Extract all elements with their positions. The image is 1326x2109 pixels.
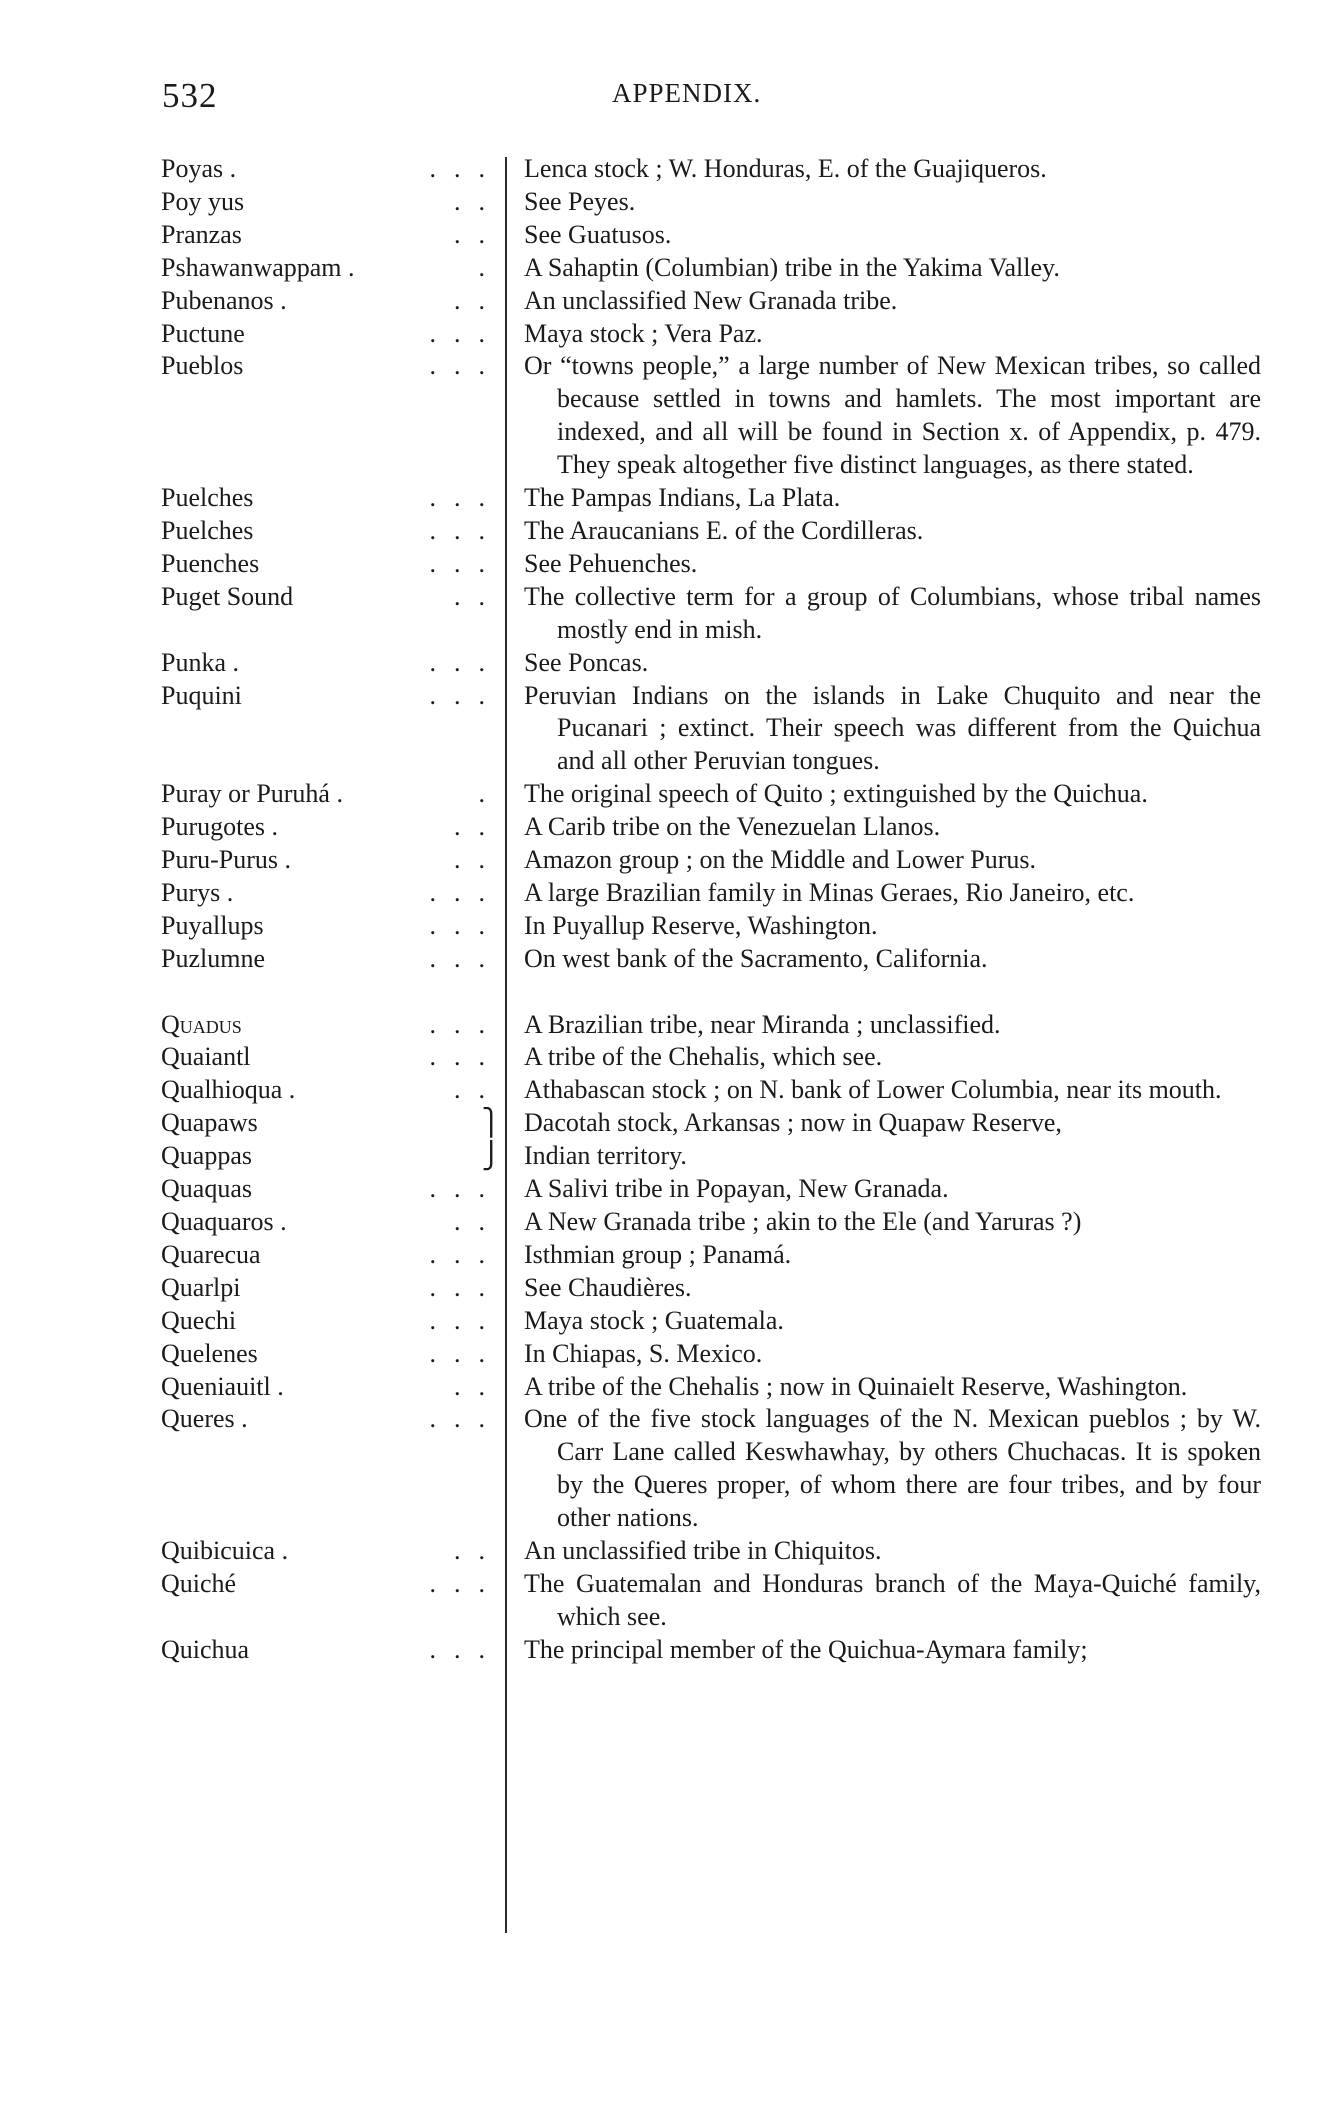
entry-term <box>161 1206 521 1239</box>
entry-term-text: Quaquas <box>161 1174 252 1204</box>
glossary-entry <box>161 1535 1261 1568</box>
entry-term-text: Puquini <box>161 680 242 710</box>
leader-dots: . <box>478 252 503 282</box>
entry-definition: The principal member of the Quichua-Aymara family; <box>524 1634 1088 1664</box>
entry-term-text: Purys . <box>161 877 234 907</box>
entry-term <box>161 1305 521 1338</box>
leader-dots: ... <box>429 1305 503 1335</box>
entry-term <box>161 252 521 285</box>
entry-term-text: Quarlpi <box>161 1272 241 1302</box>
leader-dots: ... <box>429 647 503 677</box>
entry-term-text: Puyallups <box>161 910 264 940</box>
entry-term <box>161 680 521 779</box>
leader-dots: ... <box>429 1404 503 1434</box>
glossary-entry <box>161 1239 1261 1272</box>
entry-term <box>161 1074 521 1107</box>
entry-term <box>161 1634 521 1667</box>
entry-definition: On west bank of the Sacramento, California. <box>524 943 988 973</box>
leader-dots: ... <box>429 318 503 348</box>
entry-definition: One of the five stock languages of the N. Mexican pueblos ; by W. Carr Lane called Keswhawhay, by others Chuchacas. It is spoken by the Queres proper, of whom there are four tribes, and by four other nations. <box>524 1404 1261 1533</box>
entry-definition: See Chaudières. <box>524 1272 692 1302</box>
glossary-entry <box>161 548 1261 581</box>
entry-term <box>161 647 521 680</box>
entry-definition: The Araucanians E. of the Cordilleras. <box>524 515 924 545</box>
entry-definition: The Pampas Indians, La Plata. <box>524 483 841 513</box>
leader-dots: ... <box>429 1042 503 1072</box>
entry-definition: A tribe of the Chehalis, which see. <box>524 1042 883 1072</box>
glossary-entry <box>161 1272 1261 1305</box>
entry-term-text: Punka . <box>161 647 239 677</box>
entry-definition: See Guatusos. <box>524 219 672 249</box>
leader-dots: ... <box>429 351 503 381</box>
entry-definition: Isthmian group ; Panamá. <box>524 1239 792 1269</box>
glossary-entry <box>161 1041 1261 1074</box>
leader-dots: ... <box>429 1338 503 1368</box>
entry-definition: The original speech of Quito ; extinguished by the Quichua. <box>524 779 1148 809</box>
entry-term <box>161 186 521 219</box>
leader-dots: .. <box>454 1536 503 1566</box>
glossary-entry <box>161 1403 1261 1535</box>
entry-term-text: Quiché <box>161 1568 237 1598</box>
entry-term <box>161 1239 521 1272</box>
entry-definition: In Puyallup Reserve, Washington. <box>524 910 878 940</box>
entry-term-text: Quadus <box>161 1009 242 1039</box>
entry-term-text: Quechi <box>161 1305 237 1335</box>
entry-definition: Dacotah stock, Arkansas ; now in Quapaw Reserve, <box>524 1108 1062 1138</box>
entry-definition: See Poncas. <box>524 647 649 677</box>
brace-mark: ⎭ <box>481 1141 501 1171</box>
leader-dots: .. <box>454 812 503 842</box>
entry-definition: Or “towns people,” a large number of New Mexican tribes, so called because settled in towns and hamlets. The most important are indexed, and all will be found in Section x. of Appendix, p. 479. They speak altogether five distinct languages, as there stated. <box>524 351 1261 480</box>
entry-term <box>161 1041 521 1074</box>
glossary-entry <box>161 778 1261 811</box>
entry-term-text: Queres . <box>161 1404 248 1434</box>
entry-term <box>161 285 521 318</box>
entry-term <box>161 1535 521 1568</box>
leader-dots: ... <box>429 483 503 513</box>
entry-term <box>161 318 521 351</box>
leader-dots: .. <box>454 285 503 315</box>
page-number: 532 <box>162 76 218 115</box>
entry-term <box>161 1272 521 1305</box>
glossary-entry <box>161 910 1261 943</box>
entry-term-text: Puenches <box>161 548 260 578</box>
entry-term-text: Quapaws <box>161 1108 258 1138</box>
leader-dots: ... <box>429 877 503 907</box>
leader-dots: .. <box>454 581 503 611</box>
entry-term <box>161 943 521 976</box>
entry-term-text: Pueblos <box>161 351 244 381</box>
entry-term-text: Quappas <box>161 1141 252 1171</box>
glossary-entries <box>161 153 1261 1667</box>
glossary-entry <box>161 285 1261 318</box>
glossary-entry <box>161 647 1261 680</box>
glossary-entry <box>161 482 1261 515</box>
entry-definition: Lenca stock ; W. Honduras, E. of the Guajiqueros. <box>524 154 1047 183</box>
brace-mark: ⎫ <box>481 1108 501 1138</box>
entry-definition: Amazon group ; on the Middle and Lower Purus. <box>524 845 1036 875</box>
leader-dots: .. <box>454 1371 503 1401</box>
glossary-entry <box>161 1009 1261 1042</box>
glossary-entry <box>161 1305 1261 1338</box>
glossary-entry <box>161 515 1261 548</box>
entry-term-text: Quaiantl <box>161 1042 251 1072</box>
leader-dots: ... <box>429 1634 503 1664</box>
glossary-entry <box>161 219 1261 252</box>
entry-term-text: Poy yus <box>161 186 245 216</box>
glossary-entry <box>161 1140 1261 1173</box>
leader-dots: ... <box>429 548 503 578</box>
leader-dots: ... <box>429 1239 503 1269</box>
glossary-entry <box>161 581 1261 647</box>
glossary-entry <box>161 943 1261 976</box>
leader-dots: ... <box>429 1009 503 1039</box>
entry-term <box>161 877 521 910</box>
entry-definition: A Salivi tribe in Popayan, New Granada. <box>524 1174 949 1204</box>
entry-term-text: Puctune <box>161 318 245 348</box>
entry-definition: Peruvian Indians on the islands in Lake Chuquito and near the Pucanari ; extinct. Their speech was different from the Quichua and all other Peruvian tongues. <box>524 680 1261 776</box>
entry-term-text: Quibicuica . <box>161 1536 289 1566</box>
entry-term <box>161 1403 521 1535</box>
glossary-entry <box>161 1568 1261 1634</box>
entry-term <box>161 1338 521 1371</box>
entry-definition: The Guatemalan and Honduras branch of the Maya-Quiché family, which see. <box>524 1568 1261 1631</box>
glossary-entry <box>161 1371 1261 1404</box>
entry-term-text: Puru-Purus . <box>161 845 292 875</box>
entry-term-text: Puelches <box>161 515 254 545</box>
leader-dots: .. <box>454 219 503 249</box>
entry-definition: Athabascan stock ; on N. bank of Lower Columbia, near its mouth. <box>524 1075 1222 1105</box>
entry-definition: See Peyes. <box>524 186 636 216</box>
glossary-entry <box>161 844 1261 877</box>
leader-dots: ... <box>429 910 503 940</box>
entry-term <box>161 1140 521 1173</box>
glossary-entry <box>161 811 1261 844</box>
entry-definition: A tribe of the Chehalis ; now in Quinaielt Reserve, Washington. <box>524 1371 1188 1401</box>
entry-definition: An unclassified New Granada tribe. <box>524 285 898 315</box>
leader-dots: ... <box>429 943 503 973</box>
entry-term-text: Puelches <box>161 483 254 513</box>
entry-definition: The collective term for a group of Columbians, whose tribal names mostly end in mish. <box>524 581 1261 644</box>
glossary-entry <box>161 1107 1261 1140</box>
entry-definition: A Carib tribe on the Venezuelan Llanos. <box>524 812 941 842</box>
entry-term <box>161 811 521 844</box>
entry-term-text: Pshawanwappam . <box>161 252 355 282</box>
entry-term <box>161 350 521 482</box>
entry-term <box>161 1371 521 1404</box>
entry-term-text: Purugotes . <box>161 812 278 842</box>
entry-term <box>161 1173 521 1206</box>
entry-term-text: Qualhioqua . <box>161 1075 296 1105</box>
entry-definition: See Pehuenches. <box>524 548 698 578</box>
glossary-entry <box>161 318 1261 351</box>
entry-term <box>161 910 521 943</box>
entry-term-text: Quichua <box>161 1634 250 1664</box>
entry-term <box>161 778 521 811</box>
entry-term <box>161 581 521 647</box>
entry-term <box>161 153 521 186</box>
entry-term <box>161 844 521 877</box>
entry-term-text: Puzlumne <box>161 943 265 973</box>
leader-dots: ... <box>429 154 503 183</box>
leader-dots: ... <box>429 515 503 545</box>
entry-term <box>161 219 521 252</box>
leader-dots: ... <box>429 680 503 710</box>
leader-dots: .. <box>454 845 503 875</box>
leader-dots: ... <box>429 1174 503 1204</box>
entry-term <box>161 1009 521 1042</box>
entry-term-text: Pubenanos . <box>161 285 287 315</box>
entry-definition: In Chiapas, S. Mexico. <box>524 1338 763 1368</box>
glossary-entry <box>161 1173 1261 1206</box>
leader-dots: ... <box>429 1272 503 1302</box>
entry-term-text: Puray or Puruhá . <box>161 779 343 809</box>
entry-term-text: Poyas . <box>161 154 237 183</box>
entry-definition: A New Granada tribe ; akin to the Ele (and Yaruras ?) <box>524 1206 1082 1236</box>
entry-definition: An unclassified tribe in Chiquitos. <box>524 1536 882 1566</box>
glossary-entry <box>161 1338 1261 1371</box>
entry-definition: Maya stock ; Guatemala. <box>524 1305 784 1335</box>
glossary-entry <box>161 350 1261 482</box>
entry-term-text: Quaquaros . <box>161 1206 287 1236</box>
entry-term-text: Quarecua <box>161 1239 261 1269</box>
entry-definition: A large Brazilian family in Minas Geraes, Rio Janeiro, etc. <box>524 877 1135 907</box>
glossary-entry <box>161 252 1261 285</box>
leader-dots: .. <box>454 1206 503 1236</box>
glossary-entry <box>161 680 1261 779</box>
entry-definition: Maya stock ; Vera Paz. <box>524 318 763 348</box>
entry-term <box>161 548 521 581</box>
running-head: APPENDIX. <box>612 78 762 108</box>
leader-dots: . <box>478 779 503 809</box>
entry-term-text: Puget Sound <box>161 581 294 611</box>
glossary-entry <box>161 1206 1261 1239</box>
entry-term-text: Queniauitl . <box>161 1371 284 1401</box>
glossary-entry <box>161 153 1261 186</box>
glossary-entry <box>161 1074 1261 1107</box>
entry-term <box>161 1568 521 1634</box>
entry-definition: A Sahaptin (Columbian) tribe in the Yakima Valley. <box>524 252 1060 282</box>
entry-definition: Indian territory. <box>524 1141 687 1171</box>
glossary-entry <box>161 877 1261 910</box>
leader-dots: .. <box>454 1075 503 1105</box>
leader-dots: .. <box>454 186 503 216</box>
entry-definition: A Brazilian tribe, near Miranda ; unclassified. <box>524 1009 1001 1039</box>
glossary-entry <box>161 186 1261 219</box>
entry-term <box>161 515 521 548</box>
leader-dots: ... <box>429 1568 503 1598</box>
entry-term <box>161 1107 521 1140</box>
entry-term-text: Quelenes <box>161 1338 258 1368</box>
entry-term-text: Pranzas <box>161 219 242 249</box>
entry-term <box>161 482 521 515</box>
glossary-entry <box>161 1634 1261 1667</box>
